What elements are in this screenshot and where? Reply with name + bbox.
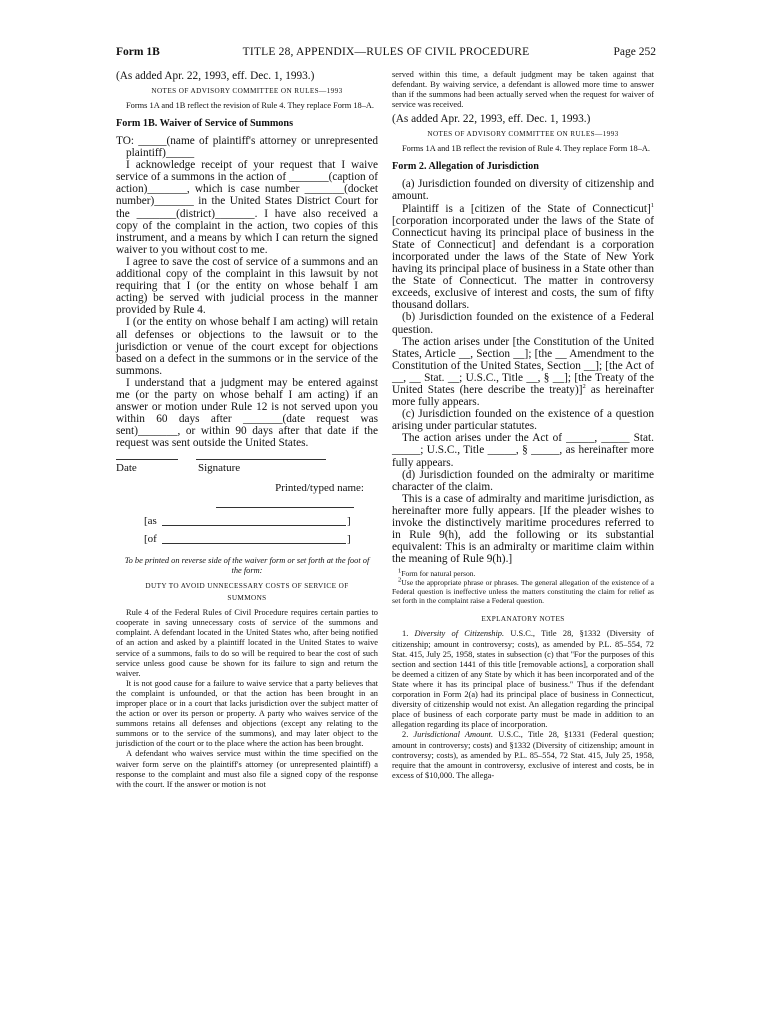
duty-heading: DUTY TO AVOID UNNECESSARY COSTS OF SERVICE OF SUMMONS <box>145 582 349 603</box>
duty-paragraph-2: It is not good cause for a failure to waive service that a party believes that the complaint is unfounded, or that the action has been brought in an improper place or in a court that lacks jurisdiction over the subject matter of the action or over its person or property. A party who waives service of the summons retains all defenses and objections (except any relating to the summons or to the service of the summons), and may later object to the jurisdiction of the court or to the place where the action has been brought. <box>116 678 378 749</box>
date-line <box>116 459 178 460</box>
duty-paragraph-1: Rule 4 of the Federal Rules of Civil Procedure requires certain parties to cooperate in saving unnecessary costs of service of the summons and complaint. A defendant located in the United States who, after being notified of an action and asked by a plaintiff located in the United States to waive service of a summons, fails to do so will be required to bear the cost of such service unless good cause be shown for its failure to sign and return the waiver. <box>116 608 378 678</box>
waiver-paragraph-1: I acknowledge receipt of your request that I waive service of a summons in the action of _______(caption of action)_______, which is case number _______(docket number)_______ in the United States District Court for the _______(district)_______. I have also received a copy of the complaint in the action, two copies of this instrument, and a means by which I can return the signed waiver to you without cost to me. <box>116 159 378 256</box>
section-b-text <box>392 336 654 409</box>
form-1b-title: Form 1B. Waiver of Service of Summons <box>116 118 294 130</box>
section-d-heading: (d) Jurisdiction founded on the admiralty or maritime character of the claim. <box>392 468 654 493</box>
note-2-number: 2. <box>402 730 414 740</box>
explanatory-note-1 <box>392 629 654 730</box>
note-2-text: U.S.C., Title 28, §1331 (Federal question; amount in controversy; costs) and §1332 (Diversity of citizenship; amount in controversy; costs), as amended by P.L. 85–554, 72 Stat. 415, July 25, 1958, require that the amount in controversy, exclusive of interest and costs, be in excess of $10,000. The allega- <box>392 730 654 780</box>
section-a-heading: (a) Jurisdiction founded on diversity of citizenship and amount. <box>392 178 654 203</box>
note-2-title: Jurisdictional Amount. <box>413 730 494 740</box>
footnote-2-num: 2 <box>398 576 402 584</box>
signature-line <box>196 459 326 460</box>
footnote-ref-2: 2 <box>582 383 586 391</box>
form-2-title: Form 2. Allegation of Jurisdiction <box>392 161 539 173</box>
waiver-paragraph-4: I understand that a judgment may be entered against me (or the party on whose behalf I am acting) if an answer or motion under Rule 12 is not served upon you within 60 days after _______(date request was sent)_______, or within 90 days after that date if the request was sent outside the United States. <box>116 376 378 450</box>
notes-heading: NOTES OF ADVISORY COMMITTEE ON RULES—1993 <box>151 87 343 96</box>
to-line: TO: _____(name of plaintiff's attorney or unrepresented plaintiff)_____ <box>116 135 378 160</box>
signature-block <box>116 455 378 481</box>
of-line <box>144 534 378 548</box>
notes-text-2: Forms 1A and 1B reflect the revision of Rule 4. They replace Form 18–A. <box>402 144 651 154</box>
as-blank <box>162 525 346 526</box>
footnote-2-text: Use the appropriate phrase or phrases. The general allegation of the existence of a Federal question is ineffective unless the matters constituting the claim for relief as set forth in the complaint raise a Federal question. <box>392 578 654 605</box>
section-a-text-1: Plaintiff is a [citizen of the State of Connecticut] <box>402 202 651 215</box>
printed-name-label: Printed/typed name: <box>275 482 364 495</box>
section-d-text: This is a case of admiralty and maritime jurisdiction, as hereinafter more fully appears. [If the pleader wishes to invoke the distinctively maritime procedures referred to in Rule 9(h), add the following or its substantial equivalent: This is an admiralty or maritime claim within the meaning of Rule 9(h).] <box>392 492 654 566</box>
notes-text: Forms 1A and 1B reflect the revision of Rule 4. They replace Form 18–A. <box>126 101 375 110</box>
as-close: ] <box>347 515 351 528</box>
as-line <box>144 516 378 530</box>
section-a-text <box>392 203 654 312</box>
explanatory-note-2 <box>392 730 654 780</box>
footnote-2 <box>392 576 654 605</box>
of-blank <box>162 543 346 544</box>
footnotes <box>392 567 654 605</box>
added-note-2: (As added Apr. 22, 1993, eff. Dec. 1, 1993.) <box>392 113 591 126</box>
section-b-heading: (b) Jurisdiction founded on the existence of a Federal question. <box>392 311 654 336</box>
note-1-title: Diversity of Citizenship. <box>414 629 505 639</box>
section-c-text: The action arises under the Act of _____, _____ Stat. _____; U.S.C., Title _____, § _____, as hereinafter more fully appears. <box>392 432 654 469</box>
printed-name-line <box>216 507 354 512</box>
section-a-text-2: [corporation incorporated under the laws of the State of Connecticut having its principal place of business in the State of Connecticut] and defendant is a corporation incorporated under the laws of the State of New York having its principal place of business in a State other than the State of Connecticut. The matter in controversy exceeds, exclusive of interest and costs, the sum of fifty thousand dollars. <box>392 214 654 312</box>
footnote-ref-1: 1 <box>650 201 654 209</box>
waiver-paragraph-3: I (or the entity on whose behalf I am acting) will retain all defenses or objections to the lawsuit or to the jurisdiction or venue of the court except for objections based on a defect in the summons or in the service of the summons. <box>116 316 378 377</box>
right-column <box>392 70 654 781</box>
section-b-text-1: The action arises under [the Constitution of the United States, Article __, Section __]; [the __ Amendment to the Constitution of the United States, Section __]; [the Act of __, __ Stat. __; U.S.C., Title __, § __]; [the Treaty of the United States (here describe the treaty)] <box>392 335 654 396</box>
form-label: Form 1B <box>116 46 160 58</box>
note-1-text: U.S.C., Title 28, §1332 (Diversity of citizenship; amount in controversy; costs), as amended by P.L. 85–554, 72 Stat. 415, July 25, 1958, states in subsection (c) that ''For the purposes of this section and section 1441 of this title [removable actions], a corporation shall be deemed a citizen of any State by which it has been incorporated and of the State where it has its principal place of business.'' Thus if the defendant corporation in Form 2(a) had its principal place of business in Connecticut, diversity of citizenship would not exist. An allegation regarding the principal place of business of each corporate party must be made in addition to an allegation regarding its place of incorporation. <box>392 629 655 730</box>
left-column <box>116 70 378 790</box>
as-label: [as <box>144 515 157 528</box>
of-close: ] <box>347 533 351 546</box>
notes-heading-2: NOTES OF ADVISORY COMMITTEE ON RULES—1993 <box>427 130 619 139</box>
explanatory-notes-heading: EXPLANATORY NOTES <box>481 614 565 623</box>
page-header <box>116 46 656 62</box>
date-label: Date <box>116 462 137 475</box>
waiver-paragraph-2: I agree to save the cost of service of a summons and an additional copy of the complaint in this lawsuit by not requiring that I (or the entity on whose behalf I am acting) be served with judicial process in the manner provided by Rule 4. <box>116 255 378 317</box>
running-title: TITLE 28, APPENDIX—RULES OF CIVIL PROCEDURE <box>242 46 530 58</box>
duty-paragraph-3: A defendant who waives service must within the time specified on the waiver form serve on the plaintiff's attorney (or unrepresented plaintiff) a response to the complaint and must also file a signed copy of the response with the court. If the answer or motion is not <box>116 749 378 789</box>
note-1-number: 1. <box>402 629 415 639</box>
footnote-1-num: 1 <box>398 567 402 575</box>
reverse-side-note: To be printed on reverse side of the waiver form or set forth at the foot of the form: <box>124 556 370 576</box>
signature-label: Signature <box>198 462 241 475</box>
added-note: (As added Apr. 22, 1993, eff. Dec. 1, 1993.) <box>116 70 315 82</box>
duty-continued: served within this time, a default judgment may be taken against that defendant. By waiving service, a defendant is allowed more time to answer than if the summons had been actually served when the request for waiver of service was received. <box>392 70 654 110</box>
section-b-text-2: as hereinafter more fully appears. <box>392 383 654 409</box>
of-label: [of <box>144 533 157 546</box>
section-c-heading: (c) Jurisdiction founded on the existence of a question arising under particular statutes. <box>392 408 654 433</box>
footnote-1-text: Form for natural person. <box>401 569 476 579</box>
page-number: Page 252 <box>613 46 656 58</box>
